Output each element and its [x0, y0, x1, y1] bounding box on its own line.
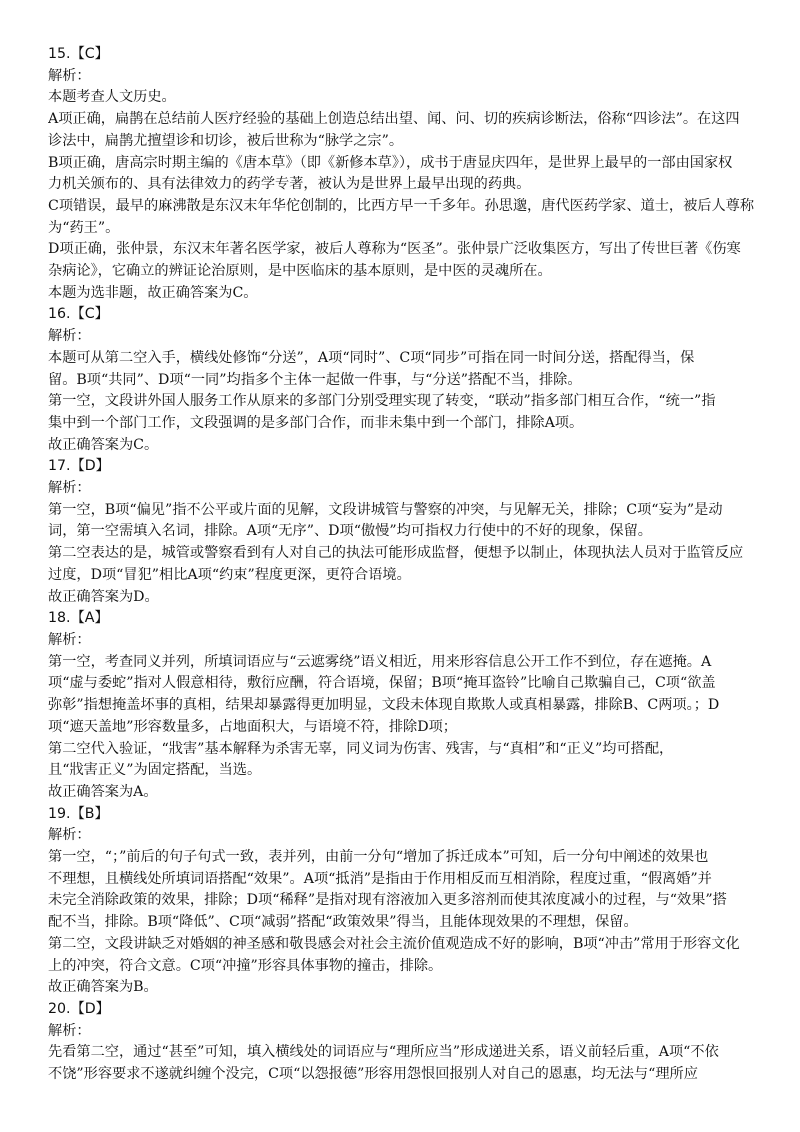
- question-explanation: [48, 804, 764, 999]
- explanation-line: 过度，D项“冒犯”相比A项“约束”程度更深，更符合语境。: [48, 566, 411, 583]
- explanation-line: 弥彰”指想掩盖坏事的真相，结果却暴露得更加明显，文段未体现自欺欺人或真相暴露，排除B、C两项。；D: [48, 697, 720, 714]
- question-explanation: [48, 456, 764, 608]
- explanation-line: 第一空，“；”前后的句子句式一致，表并列，由前一分句“增加了拆迁成本”可知，后一分句中阐述的效果也: [48, 849, 709, 866]
- explanation-line: 第二空，文段讲缺乏对婚姻的神圣感和敬畏感会对社会主流价值观造成不好的影响，B项“冲击”常用于形容文化: [48, 935, 740, 952]
- explanation-line: 诊法中，扁鹊尤擅望诊和切诊，被后世称为“脉学之宗”。: [48, 132, 404, 149]
- explanation-line: 故正确答案为A。: [48, 783, 158, 800]
- explanation-line: 第一空，B项“偏见”指不公平或片面的见解，文段讲城管与警察的冲突，与见解无关，排除；C项“妄为”是动: [48, 501, 723, 518]
- answer-heading: 19.【B】: [48, 805, 109, 822]
- explanation-line: 配不当，排除。B项“降低”、C项“减弱”搭配“政策效果”得当，且能体现效果的不理想，保留。: [48, 914, 638, 931]
- answer-heading: 20.【D】: [48, 1000, 110, 1017]
- explanation-line: A项正确，扁鹊在总结前人医疗经验的基础上创造总结出望、闻、问、切的疾病诊断法，俗称“四诊法”。在这四: [48, 111, 740, 128]
- answer-heading: 18.【A】: [48, 610, 109, 627]
- explanation-line: 第二空代入验证，“戕害”基本解释为杀害无辜，同义词为伤害、残害，与“真相”和“正义”均可搭配，: [48, 740, 674, 757]
- explanation-line: 力机关颁布的、具有法律效力的药学专著，被认为是世界上最早出现的药典。: [48, 176, 531, 193]
- explanation-line: 本题为选非题，故正确答案为C。: [48, 284, 258, 301]
- explanation-line: 第一空，文段讲外国人服务工作从原来的多部门分别受理实现了转变，“联动”指多部门相互合作，“统一”指: [48, 393, 716, 410]
- explanation-line: 留。B项“共同”、D项“一同”均指多个主体一起做一件事，与“分送”搭配不当，排除。: [48, 371, 582, 388]
- explanation-line: 故正确答案为B。: [48, 979, 158, 996]
- explanation-line: 不理想，且横线处所填词语搭配“效果”。A项“抵消”是指由于作用相反而互相消除，程度过重，“假离婚”并: [48, 870, 712, 887]
- explanation-line: 第二空表达的是，城管或警察看到有人对自己的执法可能形成监督，便想予以制止，体现执法人员对于监管反应: [48, 545, 744, 562]
- explanation-line: C项错误，最早的麻沸散是东汉末年华佗创制的，比西方早一千多年。孙思邈，唐代医药学家、道士，被后人尊称: [48, 197, 755, 214]
- explanation-line: 不饶”形容要求不遂就纠缠个没完，C项“以怨报德”形容用怨恨回报别人对自己的恩惠，均无法与“理所应: [48, 1066, 698, 1083]
- analysis-label: 解析：: [48, 631, 91, 648]
- explanation-line: 第一空，考查同义并列，所填词语应与“云遮雾绕”语义相近，用来形容信息公开工作不到位，存在遮掩。A: [48, 653, 712, 670]
- analysis-label: 解析：: [48, 1022, 91, 1039]
- explanation-line: 集中到一个部门工作，文段强调的是多部门合作，而非未集中到一个部门，排除A项。: [48, 414, 584, 431]
- explanation-line: 先看第二空，通过“甚至”可知，填入横线处的词语应与“理所应当”形成递进关系，语义前轻后重，A项“不依: [48, 1044, 719, 1061]
- question-explanation: [48, 44, 764, 304]
- explanation-line: 故正确答案为D。: [48, 588, 159, 605]
- analysis-label: 解析：: [48, 67, 91, 84]
- analysis-label: 解析：: [48, 328, 91, 345]
- answer-heading: 16.【C】: [48, 306, 109, 323]
- analysis-label: 解析：: [48, 827, 91, 844]
- question-explanation: [48, 304, 764, 456]
- answer-heading: 15.【C】: [48, 46, 109, 62]
- explanation-line: 且“戕害正义”为固定搭配，当选。: [48, 762, 262, 779]
- explanation-line: 本题可从第二空入手，横线处修饰“分送”，A项“同时”、C项“同步”可指在同一时间分送，搭配得当，保: [48, 349, 695, 366]
- answer-heading: 17.【D】: [48, 458, 110, 475]
- explanation-line: B项正确，唐高宗时期主编的《唐本草》（即《新修本草》），成书于唐显庆四年，是世界上最早的一部由国家权: [48, 154, 733, 171]
- question-explanation: [48, 608, 764, 803]
- explanation-line: 项“遮天盖地”形容数量多，占地面积大，与语境不符，排除D项；: [48, 718, 457, 735]
- explanation-line: 上的冲突，符合文意。C项“冲撞”形容具体事物的撞击，排除。: [48, 957, 443, 974]
- explanation-line: 故正确答案为C。: [48, 436, 159, 453]
- explanation-line: 本题考查人文历史。: [48, 89, 176, 106]
- explanation-line: 项“虚与委蛇”指对人假意相待，敷衍应酬，符合语境，保留；B项“掩耳盗铃”比喻自己欺骗自己，C项“欲盖: [48, 675, 716, 692]
- analysis-label: 解析：: [48, 480, 91, 497]
- question-explanation: [48, 999, 764, 1086]
- explanation-line: 杂病论》，它确立的辨证论治原则，是中医临床的基本原则，是中医的灵魂所在。: [48, 263, 552, 280]
- explanation-line: 未完全消除政策的效果，排除；D项“稀释”是指对现有溶液加入更多溶剂而使其浓度减小的过程，与“效果”搭: [48, 892, 727, 909]
- explanation-line: D项正确，张仲景，东汉末年著名医学家，被后人尊称为“医圣”。张仲景广泛收集医方，写出了传世巨著《伤寒: [48, 241, 741, 258]
- explanation-line: 为“药王”。: [48, 219, 120, 236]
- explanation-line: 词，第一空需填入名词，排除。A项“无序”、D项“傲慢”均可指权力行使中的不好的现象，保留。: [48, 523, 652, 540]
